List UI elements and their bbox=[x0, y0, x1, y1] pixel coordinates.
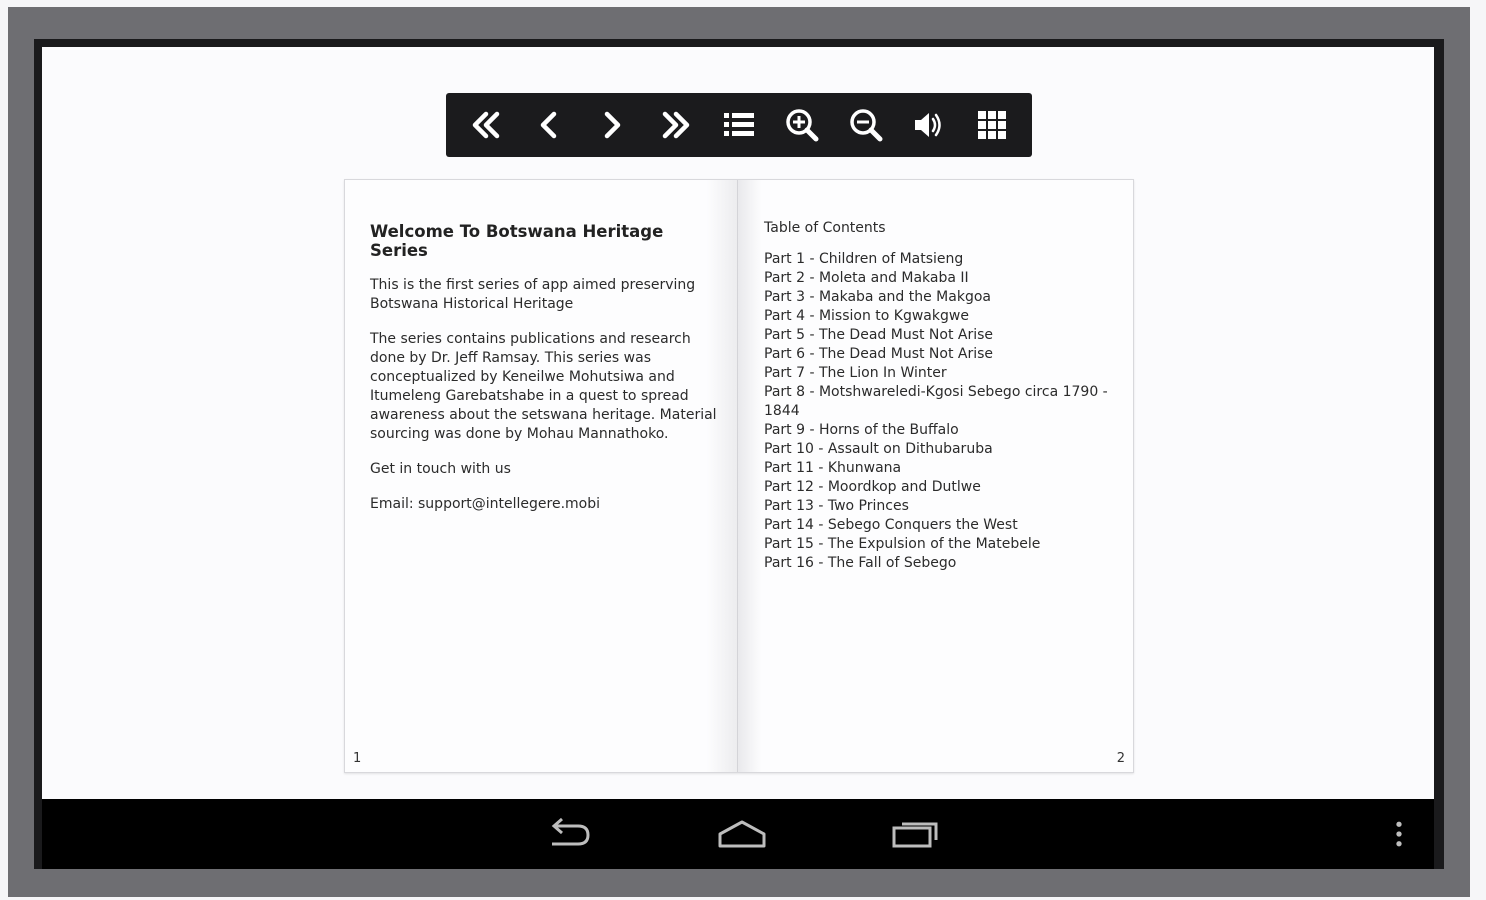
toc-item[interactable]: Part 3 - Makaba and the Makgoa bbox=[764, 289, 991, 305]
page-number-left: 1 bbox=[353, 751, 362, 766]
first-page-icon bbox=[466, 105, 506, 145]
grid-view-icon bbox=[972, 105, 1012, 145]
toc-item[interactable]: Part 5 - The Dead Must Not Arise bbox=[764, 327, 994, 343]
home-icon bbox=[716, 816, 768, 852]
sound-button[interactable] bbox=[902, 98, 956, 152]
tablet-device bbox=[8, 7, 1470, 897]
app-screen bbox=[42, 47, 1434, 799]
zoom-out-icon bbox=[846, 105, 886, 145]
intro-paragraph: This is the first series of app aimed preserving Botswana Historical Heritage bbox=[370, 277, 696, 312]
toc-item[interactable]: Part 1 - Children of Matsieng bbox=[764, 251, 964, 267]
grid-view-button[interactable] bbox=[965, 98, 1019, 152]
home-button[interactable] bbox=[712, 811, 772, 857]
toc-item[interactable]: Part 15 - The Expulsion of the Matebele bbox=[764, 536, 1041, 552]
toc-item[interactable]: Part 11 - Khunwana bbox=[764, 460, 902, 476]
reader-toolbar bbox=[446, 93, 1032, 157]
next-page-icon bbox=[592, 105, 632, 145]
page-number-right: 2 bbox=[1116, 751, 1125, 766]
toc-item[interactable]: Part 6 - The Dead Must Not Arise bbox=[764, 346, 994, 362]
last-page-button[interactable] bbox=[649, 98, 703, 152]
toc-heading: Table of Contents bbox=[764, 220, 886, 236]
right-page[interactable] bbox=[738, 180, 1133, 772]
toc-item[interactable]: Part 2 - Moleta and Makaba II bbox=[764, 270, 969, 286]
previous-page-button[interactable] bbox=[522, 98, 576, 152]
toc-item[interactable]: Part 13 - Two Princes bbox=[764, 498, 909, 514]
toc-item[interactable]: Part 16 - The Fall of Sebego bbox=[764, 555, 957, 571]
toc-item[interactable]: Part 12 - Moordkop and Dutlwe bbox=[764, 479, 981, 495]
book-spread bbox=[344, 179, 1134, 773]
next-page-button[interactable] bbox=[585, 98, 639, 152]
toc-item[interactable]: Part 8 - Motshwareledi-Kgosi Sebego circa 1790 - 1844 bbox=[764, 384, 1108, 419]
table-of-contents-button[interactable] bbox=[712, 98, 766, 152]
email-text: Email: support@intellegere.mobi bbox=[370, 496, 601, 512]
zoom-in-button[interactable] bbox=[775, 98, 829, 152]
sound-icon bbox=[909, 105, 949, 145]
overflow-menu-button[interactable] bbox=[1376, 811, 1422, 857]
toc-item[interactable]: Part 7 - The Lion In Winter bbox=[764, 365, 947, 381]
system-navigation-bar bbox=[42, 799, 1434, 869]
toc-item[interactable]: Part 10 - Assault on Dithubaruba bbox=[764, 441, 993, 457]
zoom-out-button[interactable] bbox=[839, 98, 893, 152]
first-page-button[interactable] bbox=[459, 98, 513, 152]
contact-text: Get in touch with us bbox=[370, 461, 511, 477]
description-paragraph: The series contains publications and research done by Dr. Jeff Ramsay. This series was conceptualized by Keneilwe Mohutsiwa and Itumeleng Garebatshabe in a quest to spread awareness about the setswana heritage. Material sourcing was done by Mohau Mannathoko. bbox=[370, 331, 717, 442]
back-icon bbox=[542, 816, 594, 852]
toc-item[interactable]: Part 14 - Sebego Conquers the West bbox=[764, 517, 1018, 533]
zoom-in-icon bbox=[782, 105, 822, 145]
toc-item[interactable]: Part 4 - Mission to Kgwakgwe bbox=[764, 308, 969, 324]
welcome-title: Welcome To Botswana Heritage Series bbox=[370, 222, 664, 260]
last-page-icon bbox=[656, 105, 696, 145]
recent-apps-button[interactable] bbox=[886, 811, 946, 857]
table-of-contents-icon bbox=[719, 105, 759, 145]
recent-apps-icon bbox=[890, 816, 942, 852]
back-button[interactable] bbox=[538, 811, 598, 857]
left-page[interactable] bbox=[345, 180, 738, 772]
screen-frame bbox=[34, 39, 1444, 869]
previous-page-icon bbox=[529, 105, 569, 145]
overflow-menu-icon bbox=[1376, 816, 1422, 852]
toc-item[interactable]: Part 9 - Horns of the Buffalo bbox=[764, 422, 959, 438]
toc-list bbox=[764, 250, 1113, 573]
